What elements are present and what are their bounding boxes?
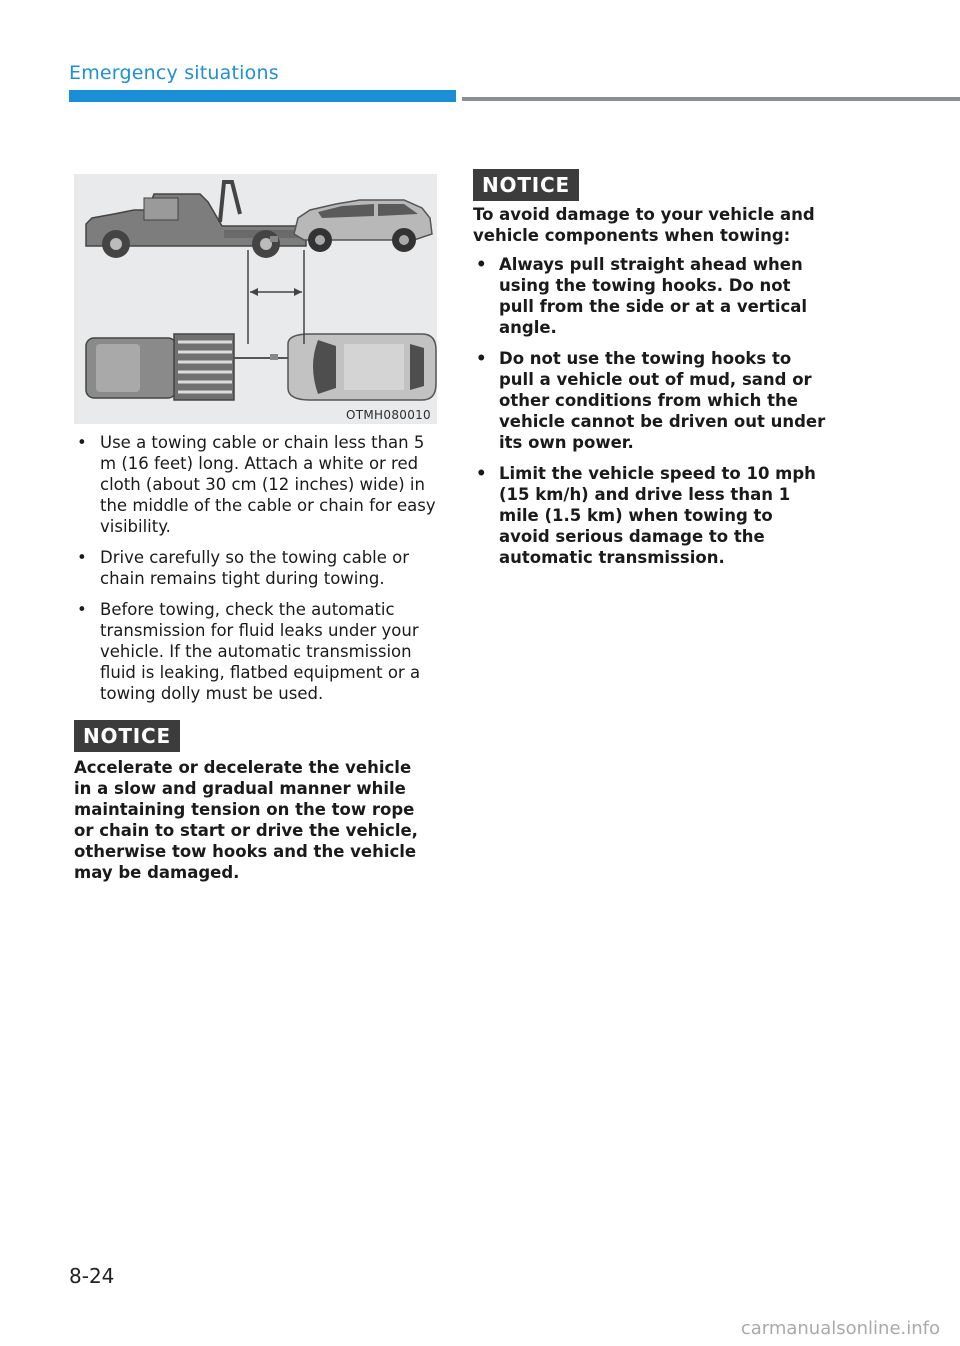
suv-side-icon [294,200,432,252]
figure-caption: OTMH080010 [346,408,431,422]
distance-indicator [248,250,304,344]
notice-list [473,254,829,578]
notice-badge: NOTICE [473,169,579,201]
towing-instructions-list [74,432,440,714]
notice-badge: NOTICE [74,720,180,752]
list-item: • Use a towing cable or chain less than 5 m (16 feet) long. Attach a white or red cloth (about 30 cm (12 inches) wide) in the middle of the cable or chain for easy visibility. [74,432,440,537]
section-title: Emergency situations [69,62,279,84]
suv-top-icon [288,334,436,400]
list-item: • Limit the vehicle speed to 10 mph (15 km/h) and drive less than 1 mile (1.5 km) when towing to avoid serious damage to the automatic transmission. [473,463,829,568]
list-item: • Always pull straight ahead when using the towing hooks. Do not pull from the side or at a vertical angle. [473,254,829,338]
list-item: • Before towing, check the automatic transmission for fluid leaks under your vehicle. If the automatic transmission fluid is leaking, flatbed equipment or a towing dolly must be used. [74,599,440,704]
list-item: • Do not use the towing hooks to pull a vehicle out of mud, sand or other conditions from which the vehicle cannot be driven out under its own power. [473,348,829,453]
list-item: • Drive carefully so the towing cable or chain remains tight during towing. [74,547,440,589]
notice-text: Accelerate or decelerate the vehicle in a slow and gradual manner while maintaining tension on the tow rope or chain to start or drive the vehicle, otherwise tow hooks and the vehicle may be damaged. [74,758,418,882]
header-rule [462,97,960,101]
page-number: 8-24 [69,1264,115,1288]
towing-diagram [74,174,437,424]
header-accent-rule [69,90,456,102]
tow-truck-top-icon [86,334,288,400]
towing-illustration [74,174,437,424]
notice-intro: To avoid damage to your vehicle and vehicle components when towing: [473,205,815,245]
watermark: carmanualsonline.info [740,1318,940,1339]
